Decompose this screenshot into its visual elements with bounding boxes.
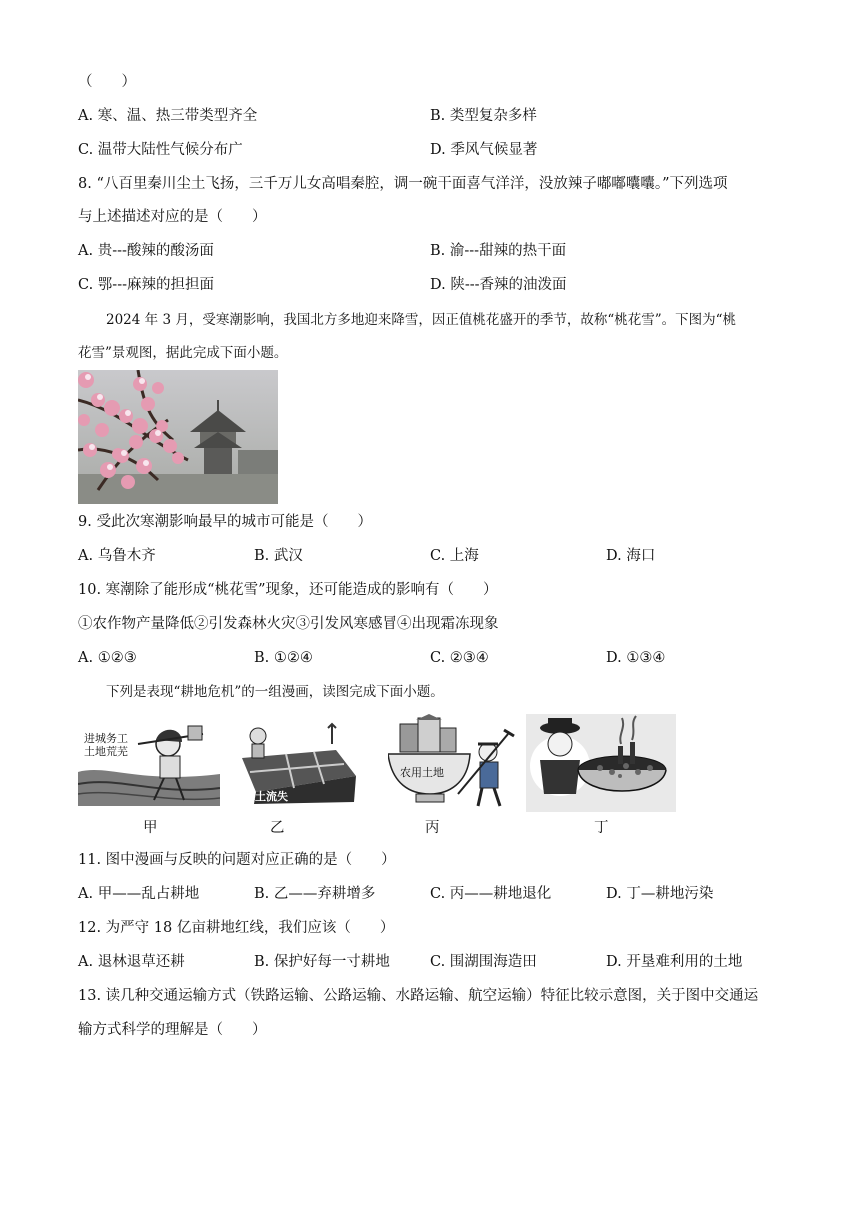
comic-caption-bing: 丙 (425, 820, 440, 836)
comic-bing (388, 714, 524, 810)
q8-option-c: C. 鄂---麻辣的担担面 (78, 277, 214, 293)
q10-option-c: C. ②③④ (430, 650, 489, 666)
comic-caption-jia: 甲 (143, 820, 158, 836)
q9-option-a: A. 乌鲁木齐 (78, 548, 156, 564)
q8-stem-line1: 8. “八百里秦川尘土飞扬，三千万儿女高唱秦腔，调一碗干面喜气洋洋，没放辣子嘟嘟囔囔。”下列选项 (78, 176, 728, 192)
comic-jia (78, 714, 220, 806)
q12-option-d: D. 开垦难利用的土地 (606, 954, 743, 970)
q11-option-c: C. 丙——耕地退化 (430, 886, 552, 902)
q11-stem: 11. 图中漫画与反映的问题对应正确的是（ ） (78, 852, 396, 868)
q11-option-d: D. 丁—耕地污染 (606, 886, 714, 902)
q9-stem: 9. 受此次寒潮影响最早的城市可能是（ ） (78, 514, 372, 530)
q10-option-d: D. ①③④ (606, 650, 666, 666)
comic-yi (236, 714, 368, 806)
comic-yi-text: 水土流失 (244, 790, 288, 803)
q10-option-b: B. ①②④ (254, 650, 313, 666)
comic-caption-yi: 乙 (270, 820, 285, 836)
q10-items: ①农作物产量降低②引发森林火灾③引发风寒感冒④出现霜冻现象 (78, 616, 499, 632)
comic-jia-text-2: 土地荒芜 (84, 745, 128, 758)
q12-stem: 12. 为严守 18 亿亩耕地红线，我们应该（ ） (78, 920, 395, 936)
q7-option-b: B. 类型复杂多样 (430, 108, 537, 124)
q9-option-b: B. 武汉 (254, 548, 303, 564)
q8-option-d: D. 陕---香辣的油泼面 (430, 277, 567, 293)
q7-stem-tail: （ ） (78, 74, 136, 90)
comic-jia-text-1: 进城务工 (84, 732, 128, 745)
q7-option-c: C. 温带大陆性气候分布广 (78, 142, 243, 158)
q9-option-d: D. 海口 (606, 548, 656, 564)
intro-11-12: 下列是表现“耕地危机”的一组漫画，读图完成下面小题。 (106, 684, 444, 700)
comic-bing-text: 农用土地 (400, 766, 444, 779)
q8-option-b: B. 渝---甜辣的热干面 (430, 243, 567, 259)
q7-option-a: A. 寒、温、热三带类型齐全 (78, 108, 258, 124)
q12-option-c: C. 围湖围海造田 (430, 954, 537, 970)
q11-option-a: A. 甲——乱占耕地 (78, 886, 200, 902)
comic-ding (526, 714, 676, 812)
q11-option-b: B. 乙——弃耕增多 (254, 886, 376, 902)
peach-blossom-snow-photo (78, 370, 278, 504)
q12-option-a: A. 退林退草还耕 (78, 954, 185, 970)
q10-option-a: A. ①②③ (78, 650, 137, 666)
intro-9-10-line1: 2024 年 3 月，受寒潮影响，我国北方多地迎来降雪，因正值桃花盛开的季节，故称“桃花雪”。下图为“桃 (106, 312, 737, 328)
q12-option-b: B. 保护好每一寸耕地 (254, 954, 390, 970)
q13-stem-line1: 13. 读几种交通运输方式（铁路运输、公路运输、水路运输、航空运输）特征比较示意图，关于图中交通运 (78, 988, 759, 1004)
q13-stem-line2: 输方式科学的理解是（ ） (78, 1022, 267, 1038)
q8-option-a: A. 贵---酸辣的酸汤面 (78, 243, 214, 259)
q7-option-d: D. 季风气候显著 (430, 142, 538, 158)
intro-9-10-line2: 花雪”景观图，据此完成下面小题。 (78, 345, 288, 361)
comic-caption-ding: 丁 (594, 820, 609, 836)
q10-stem: 10. 寒潮除了能形成“桃花雪”现象，还可能造成的影响有（ ） (78, 582, 498, 598)
q9-option-c: C. 上海 (430, 548, 479, 564)
q8-stem-line2: 与上述描述对应的是（ ） (78, 209, 267, 225)
